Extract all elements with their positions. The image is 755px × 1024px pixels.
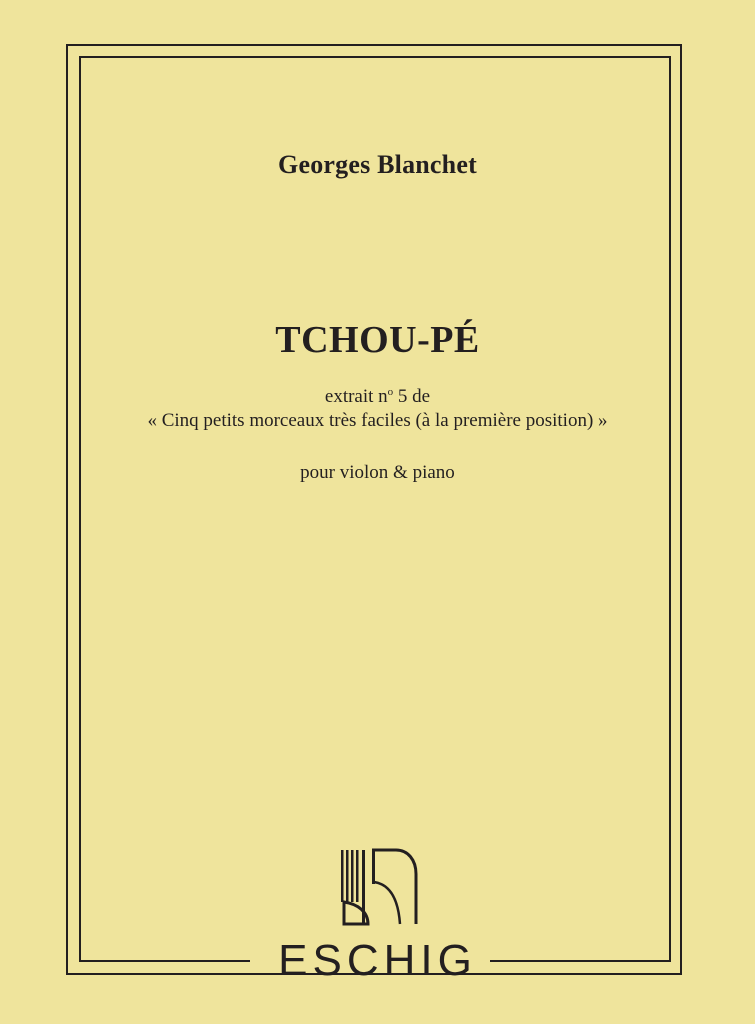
extrait-prefix: extrait n (324, 386, 388, 407)
publisher-logotype: ESCHIG (278, 936, 477, 985)
collection-title: « Cinq petits morceaux très faciles (à la première position) » (147, 410, 608, 431)
instrumentation: pour violon & piano (300, 462, 455, 483)
inner-border-frame (79, 56, 671, 962)
composer-name: Georges Blanchet (278, 150, 477, 179)
extrait-suffix: 5 de (393, 386, 431, 407)
extrait-line (0, 386, 755, 408)
extrait-superscript: o (387, 386, 394, 398)
piece-title: TCHOU-PÉ (275, 319, 480, 361)
eschig-harp-logo-icon (338, 846, 420, 926)
